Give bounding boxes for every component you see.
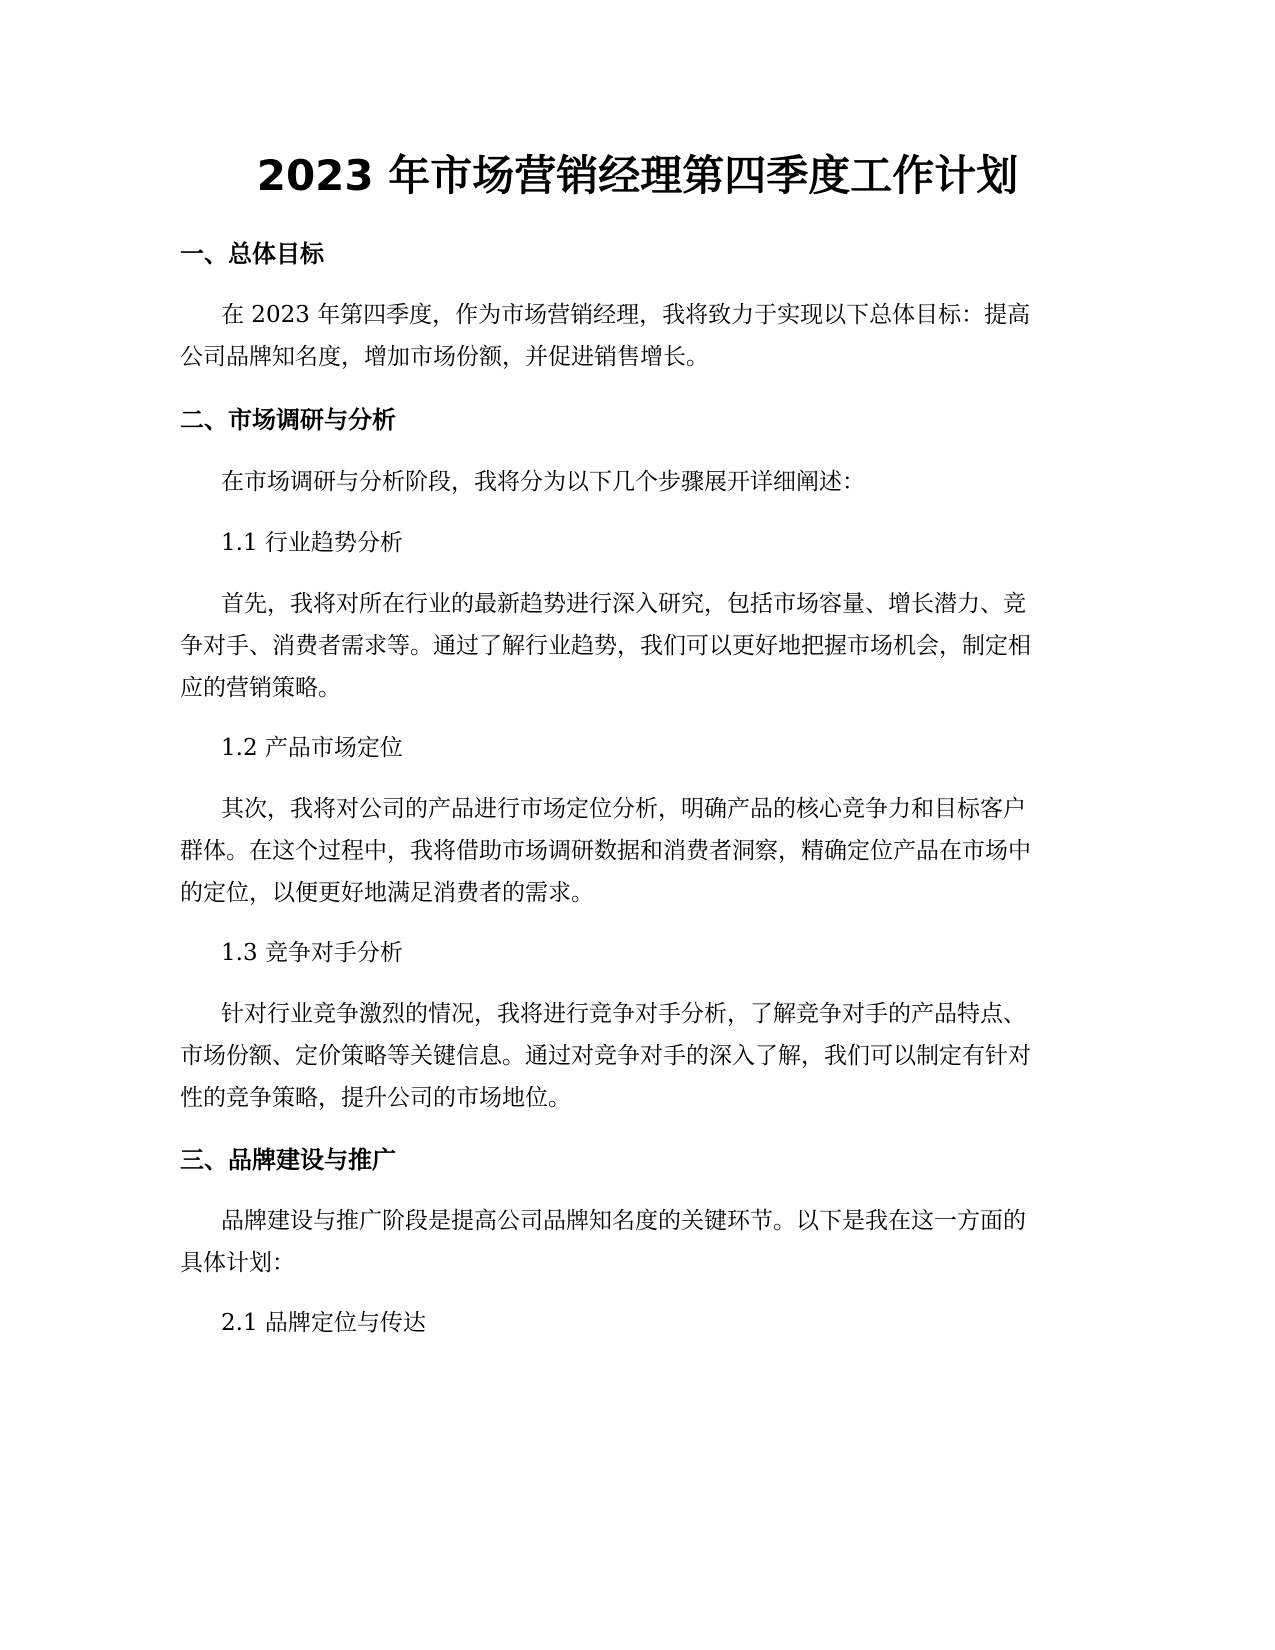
document-title: 2023 年市场营销经理第四季度工作计划 [256, 151, 1019, 200]
paragraph-competitor-analysis: 针对行业竞争激烈的情况，我将进行竞争对手分析，了解竞争对手的产品特点、市场份额、定价策略等关键信息。通过对竞争对手的深入了解，我们可以制定有针对性的竞争策略，提升公司的市场地位。 [180, 1001, 1031, 1111]
paragraph-market-research-intro: 在市场调研与分析阶段，我将分为以下几个步骤展开详细阐述： [221, 469, 865, 495]
paragraph-overall-goals: 在 2023 年第四季度，作为市场营销经理，我将致力于实现以下总体目标：提高公司品牌知名度，增加市场份额，并促进销售增长。 [180, 302, 1031, 370]
subheading-product-positioning: 1.2 产品市场定位 [221, 735, 403, 761]
section-heading-overall-goals: 一、总体目标 [180, 240, 324, 268]
section-heading-market-research: 二、市场调研与分析 [180, 406, 396, 434]
subheading-brand-positioning: 2.1 品牌定位与传达 [221, 1310, 426, 1336]
section-heading-brand-building: 三、品牌建设与推广 [180, 1146, 396, 1174]
paragraph-product-positioning: 其次，我将对公司的产品进行市场定位分析，明确产品的核心竞争力和目标客户群体。在这个过程中，我将借助市场调研数据和消费者洞察，精确定位产品在市场中的定位，以便更好地满足消费者的需求。 [180, 796, 1031, 906]
paragraph-industry-trends: 首先，我将对所在行业的最新趋势进行深入研究，包括市场容量、增长潜力、竞争对手、消费者需求等。通过了解行业趋势，我们可以更好地把握市场机会，制定相应的营销策略。 [180, 591, 1031, 701]
subheading-competitor-analysis: 1.3 竞争对手分析 [221, 940, 403, 966]
paragraph-brand-building-intro: 品牌建设与推广阶段是提高公司品牌知名度的关键环节。以下是我在这一方面的具体计划： [180, 1208, 1026, 1276]
subheading-industry-trends: 1.1 行业趋势分析 [221, 530, 403, 556]
